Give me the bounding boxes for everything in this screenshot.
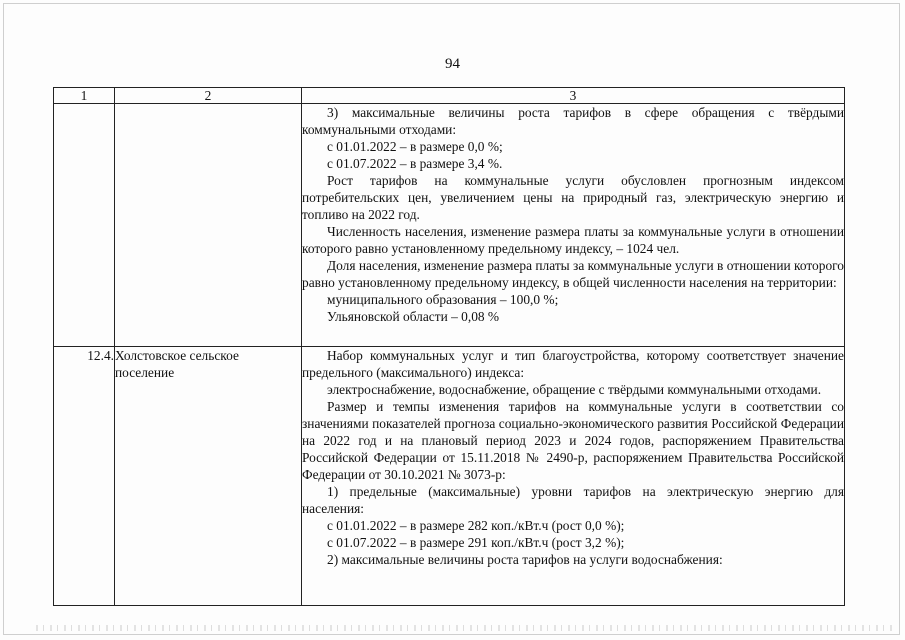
settlement-name [115, 104, 302, 347]
content-line: с 01.07.2022 – в размере 3,4 %. [327, 156, 503, 171]
content-paragraph: электроснабжение, водоснабжение, обращение с твёрдыми коммунальными отходами. [327, 382, 822, 397]
row-content [302, 104, 845, 347]
content-paragraph: Размер и темпы изменения тарифов на коммунальные услуги в соответствии со значениями показателей прогноза социально-экономического развития Российской Федерации на 2022 год и на плановый период 2023 и 2024 годов, распоряжением Правительства Российской Федерации от 15.11.2018 № 2490-р, распоряжением Правительства Российской Федерации от 30.10.2021 № 3073-р: [302, 399, 844, 482]
content-line: Ульяновской области – 0,08 % [327, 309, 500, 324]
content-paragraph: Численность населения, изменение размера платы за коммунальные услуги в отношении которого равно установленному предельному индексу, – 1024 чел. [302, 224, 844, 256]
header-col-2: 2 [115, 88, 302, 104]
content-paragraph: 1) предельные (максимальные) уровни тарифов на электрическую энергию для населения: [302, 484, 844, 516]
header-col-3: 3 [302, 88, 845, 104]
content-line: с 01.07.2022 – в размере 291 коп./кВт.ч (рост 3,2 %); [327, 535, 625, 550]
content-line: муниципального образования – 100,0 %; [327, 292, 559, 307]
content-paragraph: Рост тарифов на коммунальные услуги обусловлен прогнозным индексом потребительских цен, увеличением цены на природный газ, электрическую энергию и топливо на 2022 год. [302, 173, 844, 222]
content-line: с 01.01.2022 – в размере 0,0 %; [327, 139, 503, 154]
table-header-row [54, 88, 845, 104]
content-paragraph: 3) максимальные величины роста тарифов в сфере обращения с твёрдыми коммунальными отходами: [302, 105, 844, 137]
content-paragraph: Набор коммунальных услуг и тип благоустройства, которому соответствует значение предельного (максимального) индекса: [302, 348, 844, 380]
row-content [302, 347, 845, 606]
settlement-name: Холстовское сельское поселение [115, 347, 302, 606]
scan-artifact [36, 625, 896, 631]
row-number [54, 104, 115, 347]
content-paragraph: Доля населения, изменение размера платы за коммунальные услуги в отношении которого равно установленному предельному индексу, в общей численности населения на территории: [302, 258, 844, 290]
content-line: с 01.01.2022 – в размере 282 коп./кВт.ч (рост 0,0 %); [327, 518, 625, 533]
page-number: 94 [445, 56, 460, 72]
table-row [54, 347, 845, 606]
content-paragraph: 2) максимальные величины роста тарифов на услуги водоснабжения: [327, 552, 723, 567]
header-col-1: 1 [54, 88, 115, 104]
table-row [54, 104, 845, 347]
row-number: 12.4. [54, 347, 115, 606]
document-table [53, 87, 845, 606]
